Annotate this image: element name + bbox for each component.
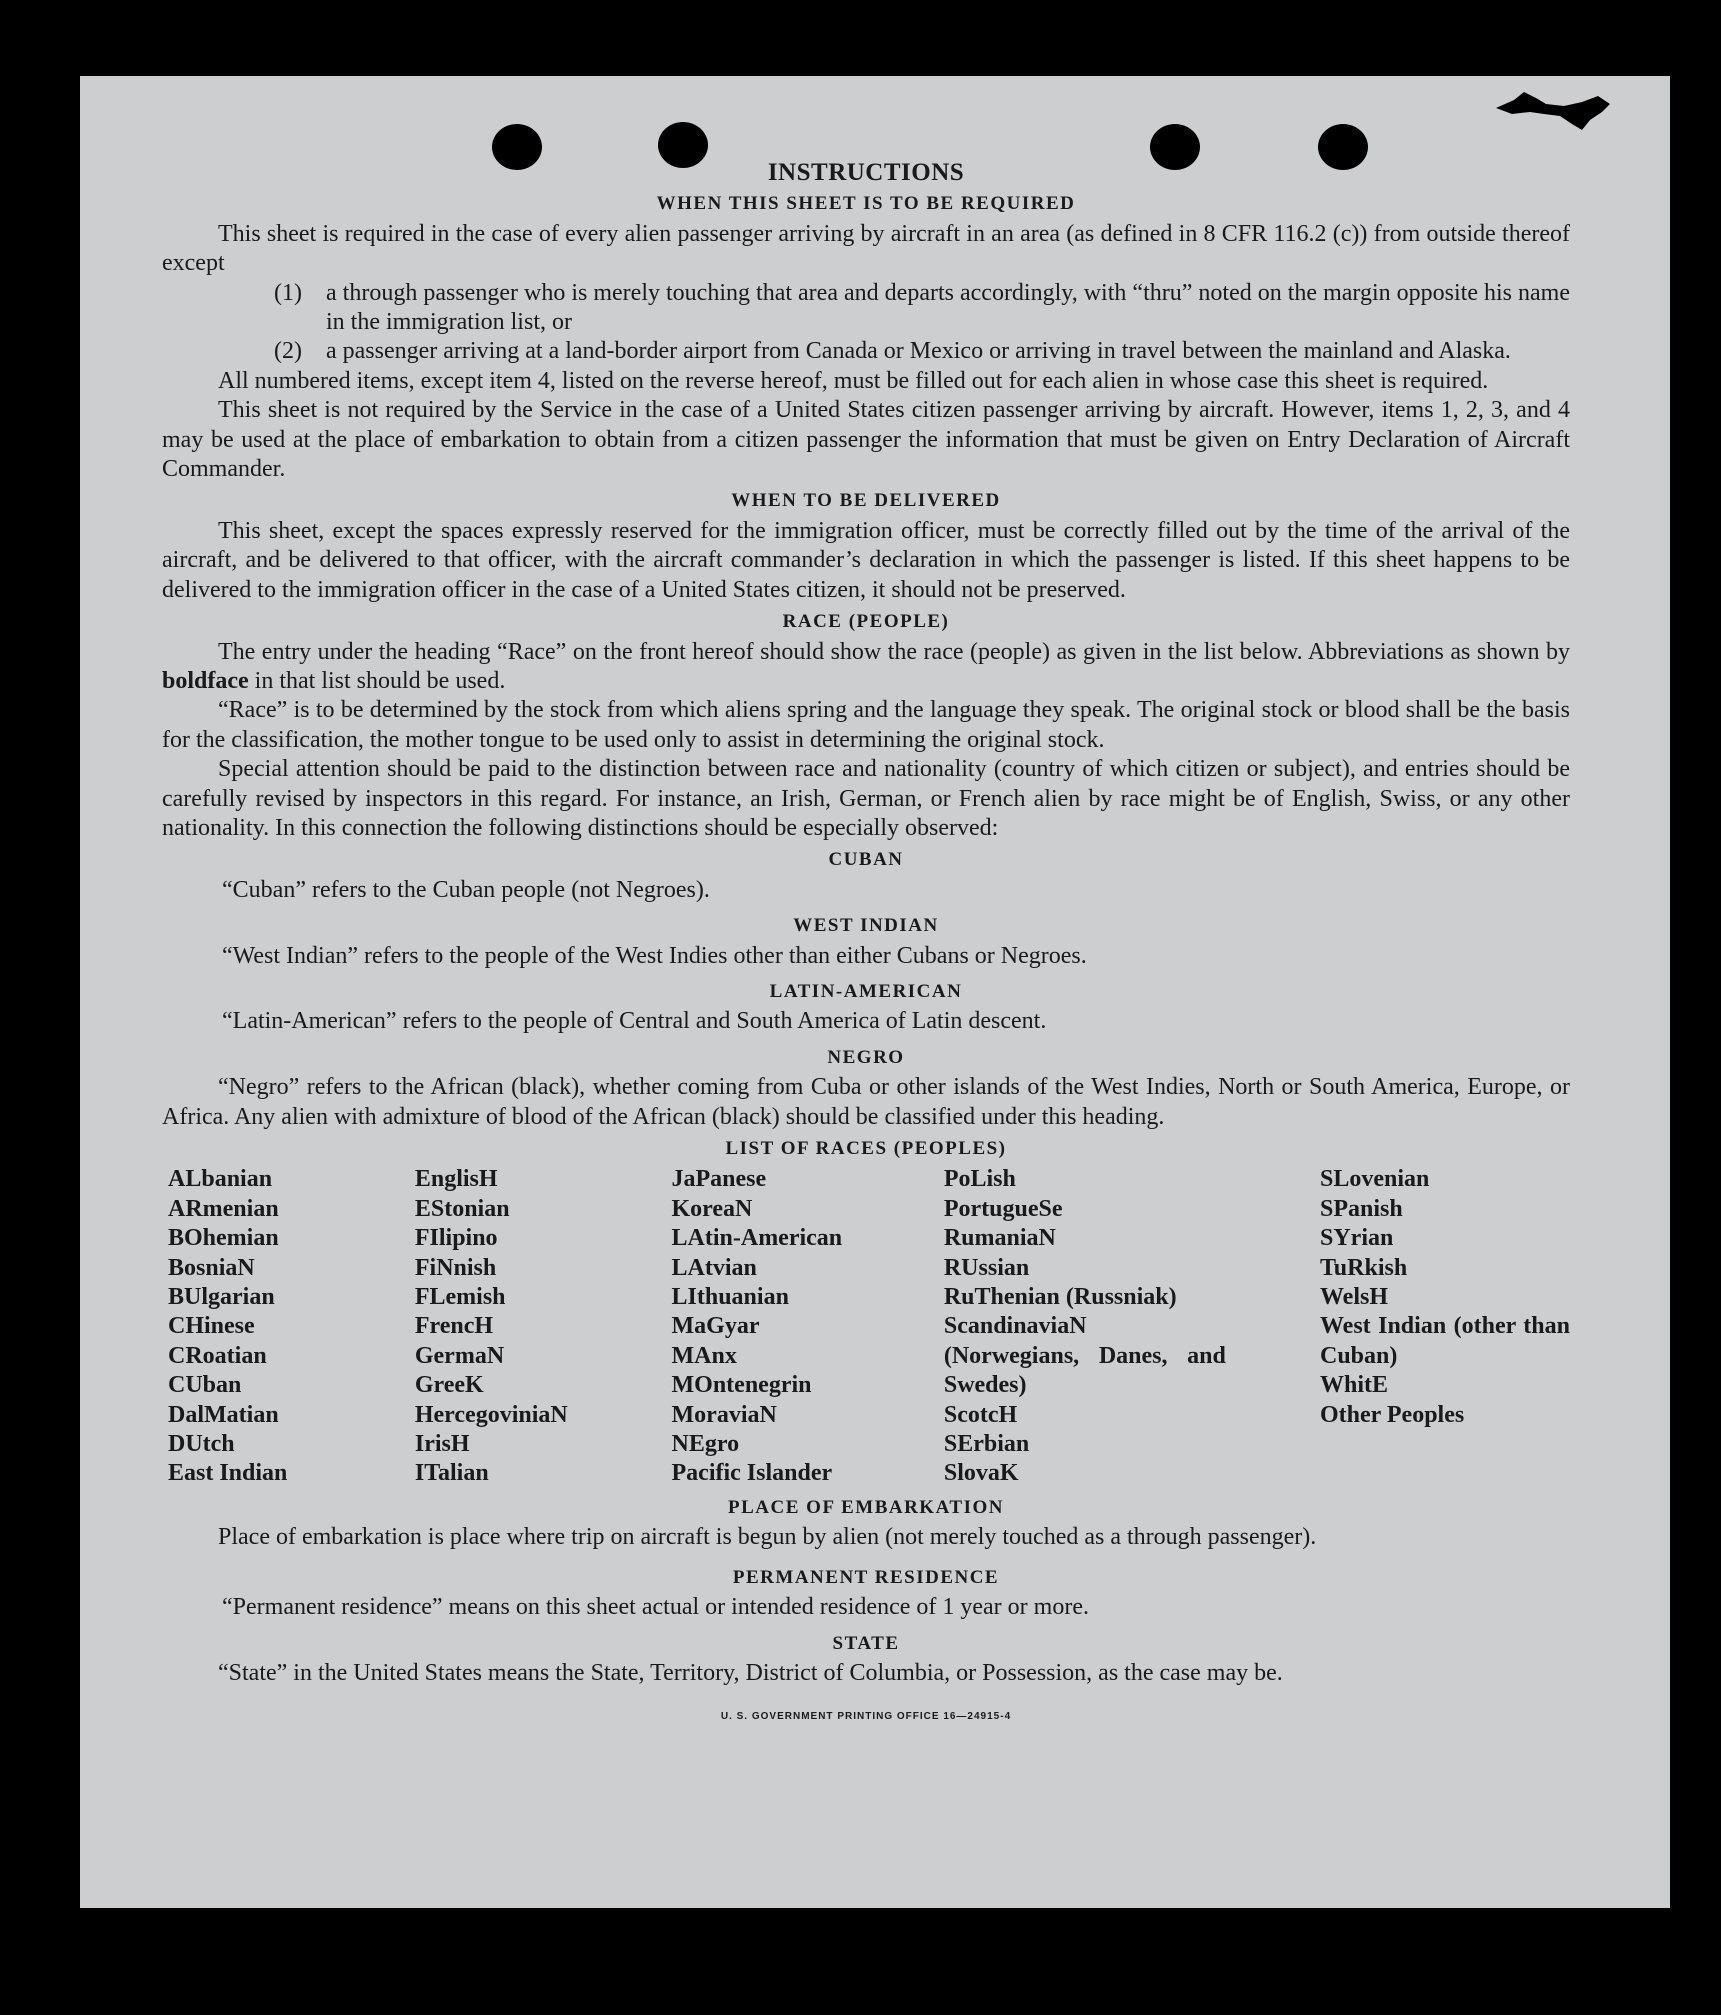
race-entry: MOntenegrin bbox=[671, 1372, 812, 1399]
race-entry: GermaN bbox=[414, 1342, 505, 1369]
race-entry: West Indian (other than Cuban) bbox=[1320, 1313, 1570, 1369]
item-number: (1) bbox=[274, 279, 302, 306]
race-entry: MoraviaN bbox=[671, 1401, 777, 1428]
race-entry: ScotcH bbox=[943, 1401, 1018, 1428]
race-entry: DalMatian bbox=[168, 1401, 279, 1428]
list-item bbox=[162, 279, 1570, 338]
race-entry: BosniaN bbox=[168, 1254, 255, 1281]
race-entry: SLovenian bbox=[1320, 1166, 1430, 1193]
race-entry: DUtch bbox=[168, 1431, 235, 1458]
races-column bbox=[944, 1165, 1320, 1488]
race-entry: RuThenian (Russniak) bbox=[943, 1284, 1177, 1311]
paragraph bbox=[162, 638, 1570, 697]
definition-state: “State” in the United States means the State, Territory, District of Columbia, or Possession, as the case may be. bbox=[218, 1659, 1283, 1686]
paragraph: This sheet, except the spaces expressly reserved for the immigration officer, must be correctly filled out by the time of the arrival of the aircraft, and be delivered to that officer, with the aircraft commander’s declaration in which the passenger is listed. If this sheet happens to be delivered to the immigration officer in the case of a United States citizen, it should not be preserved. bbox=[162, 517, 1570, 603]
definition-cuban: “Cuban” refers to the Cuban people (not Negroes). bbox=[222, 876, 710, 903]
race-entry: HercegoviniaN bbox=[414, 1401, 568, 1428]
heading-when-delivered: WHEN TO BE DELIVERED bbox=[731, 490, 1001, 512]
race-entry: LIthuanian bbox=[671, 1284, 789, 1311]
boldface-word: boldface bbox=[162, 667, 249, 694]
race-entry: LAtvian bbox=[671, 1254, 757, 1281]
heading-cuban: CUBAN bbox=[828, 849, 904, 871]
race-entry: East Indian bbox=[168, 1460, 288, 1487]
page-title: INSTRUCTIONS bbox=[767, 159, 965, 186]
definition-permanent-residence: “Permanent residence” means on this sheet actual or intended residence of 1 year or more. bbox=[222, 1594, 1089, 1621]
race-entry: FrencH bbox=[414, 1313, 494, 1340]
definition-west-indian: “West Indian” refers to the people of the West Indies other than either Cubans or Negroes. bbox=[222, 942, 1087, 969]
race-entry: Other Peoples bbox=[1320, 1401, 1465, 1428]
heading-west-indian: WEST INDIAN bbox=[793, 915, 939, 937]
race-entry: IrisH bbox=[414, 1431, 470, 1458]
paragraph: This sheet is required in the case of every alien passenger arriving by aircraft in an area (as defined in 8 CFR 116.2 (c)) from outside thereof except bbox=[162, 220, 1570, 277]
race-entry: GreeK bbox=[414, 1372, 484, 1399]
race-entry: ScandinaviaN (Norwegians, Danes, and Swedes) bbox=[943, 1313, 1226, 1399]
race-entry: JaPanese bbox=[671, 1166, 767, 1193]
race-entry: EnglisH bbox=[414, 1166, 498, 1193]
torn-corner-mark bbox=[1494, 90, 1612, 134]
race-entry: WelsH bbox=[1320, 1284, 1389, 1311]
heading-embarkation: PLACE OF EMBARKATION bbox=[728, 1496, 1004, 1518]
race-entry: EStonian bbox=[414, 1195, 510, 1222]
heading-list-of-races: LIST OF RACES (PEOPLES) bbox=[725, 1138, 1007, 1159]
definition-latin-american: “Latin-American” refers to the people of Central and South America of Latin descent. bbox=[222, 1008, 1047, 1035]
race-entry: CHinese bbox=[168, 1313, 255, 1340]
item-number: (2) bbox=[274, 338, 302, 365]
race-entry: FIlipino bbox=[414, 1225, 498, 1252]
race-entry: ARmenian bbox=[168, 1195, 279, 1222]
race-entry: SPanish bbox=[1320, 1195, 1403, 1222]
race-entry: SlovaK bbox=[943, 1460, 1019, 1487]
paragraph: All numbered items, except item 4, listed on the reverse hereof, must be filled out for each alien in whose case this sheet is required. bbox=[218, 367, 1489, 394]
paragraph: Special attention should be paid to the distinction between race and nationality (country of which citizen or subject), and entries should be carefully revised by inspectors in this regard. For instance, an Irish, German, or French alien by race might be of English, Swiss, or any other nationality. In this connection the following distinctions should be especially observed: bbox=[162, 756, 1570, 841]
race-entry: BOhemian bbox=[168, 1225, 279, 1252]
heading-latin-american: LATIN-AMERICAN bbox=[769, 980, 963, 1002]
race-entry: Pacific Islander bbox=[671, 1460, 833, 1487]
race-entry: SYrian bbox=[1320, 1225, 1394, 1252]
item-text: a through passenger who is merely touching that area and departs accordingly, with “thru” noted on the margin opposite his name in the immigration list, or bbox=[326, 279, 1570, 336]
text-run: The entry under the heading “Race” on the front hereof should show the race (people) as given in the list below. Abbreviations as shown by bbox=[218, 638, 1570, 665]
instructions-content bbox=[162, 158, 1570, 1732]
races-list bbox=[162, 1165, 1570, 1488]
race-entry: PortugueSe bbox=[943, 1195, 1063, 1222]
race-entry: KoreaN bbox=[671, 1195, 753, 1222]
heading-permanent-residence: PERMANENT RESIDENCE bbox=[732, 1566, 1000, 1588]
race-entry: CUban bbox=[168, 1372, 242, 1399]
race-entry: SErbian bbox=[943, 1431, 1030, 1458]
races-column bbox=[415, 1165, 672, 1488]
race-entry: FiNnish bbox=[414, 1254, 497, 1281]
race-entry: PoLish bbox=[943, 1166, 1016, 1193]
race-entry: ALbanian bbox=[168, 1166, 273, 1193]
paragraph: This sheet is not required by the Service in the case of a United States citizen passenger arriving by aircraft. However, items 1, 2, 3, and 4 may be used at the place of embarkation to obtain from a citizen passenger the information that must be given on Entry Declaration of Aircraft Commander. bbox=[162, 397, 1570, 483]
race-entry: RumaniaN bbox=[943, 1225, 1056, 1252]
definition-negro: “Negro” refers to the African (black), whether coming from Cuba or other islands of the West Indies, North or South America, Europe, or Africa. Any alien with admixture of blood of the African (black) should be classified under this heading. bbox=[162, 1074, 1570, 1130]
heading-negro: NEGRO bbox=[827, 1046, 905, 1068]
heading-when-required: WHEN THIS SHEET IS TO BE REQUIRED bbox=[656, 193, 1076, 215]
races-column bbox=[162, 1165, 415, 1488]
race-entry: ITalian bbox=[414, 1460, 489, 1487]
list-item bbox=[162, 337, 1570, 366]
document-sheet bbox=[80, 76, 1670, 1908]
races-column bbox=[672, 1165, 944, 1488]
definition-embarkation: Place of embarkation is place where trip on aircraft is begun by alien (not merely touched as a through passenger). bbox=[218, 1524, 1317, 1551]
item-text: a passenger arriving at a land-border airport from Canada or Mexico or arriving in travel between the mainland and Alaska. bbox=[326, 338, 1511, 365]
race-entry: BUlgarian bbox=[168, 1284, 275, 1311]
races-column bbox=[1320, 1165, 1570, 1488]
race-entry: MAnx bbox=[671, 1342, 737, 1369]
race-entry: WhitE bbox=[1320, 1372, 1389, 1399]
race-entry: TuRkish bbox=[1320, 1254, 1408, 1281]
race-entry: FLemish bbox=[414, 1284, 506, 1311]
race-entry: MaGyar bbox=[671, 1313, 760, 1340]
race-entry: NEgro bbox=[671, 1431, 740, 1458]
race-entry: CRoatian bbox=[168, 1342, 267, 1369]
text-run: in that list should be used. bbox=[254, 667, 506, 694]
heading-state: STATE bbox=[832, 1632, 900, 1654]
race-entry: RUssian bbox=[943, 1254, 1030, 1281]
race-entry: LAtin-American bbox=[671, 1225, 843, 1252]
heading-race: RACE (PEOPLE) bbox=[782, 611, 950, 633]
printing-office-footer: U. S. GOVERNMENT PRINTING OFFICE 16—24915-4 bbox=[720, 1711, 1012, 1723]
paragraph: “Race” is to be determined by the stock from which aliens spring and the language they speak. The original stock or blood shall be the basis for the classification, the mother tongue to be used only to assist in determining the original stock. bbox=[162, 697, 1570, 753]
